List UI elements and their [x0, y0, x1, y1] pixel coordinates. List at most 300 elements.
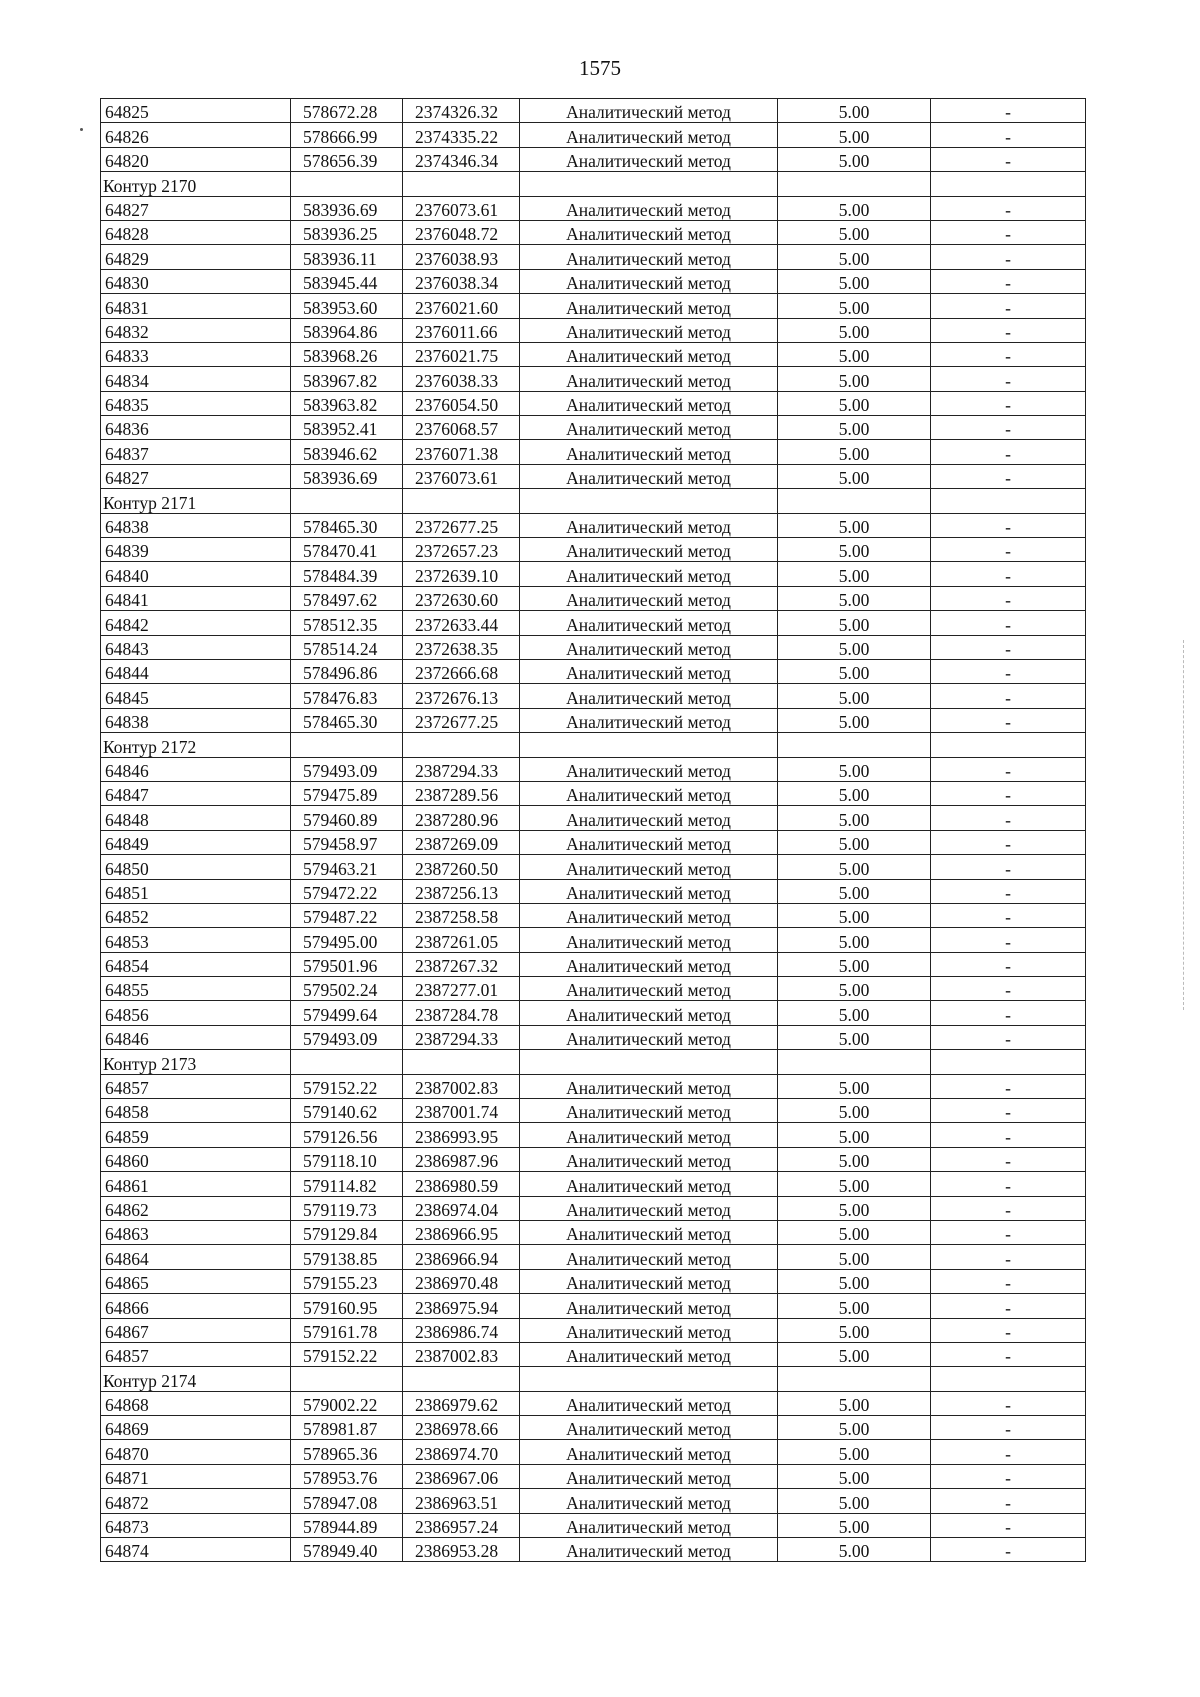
- note-cell: -: [931, 196, 1086, 220]
- point-id-cell: 64820: [101, 147, 291, 171]
- x-coordinate-cell: 579458.97: [291, 830, 403, 854]
- method-cell: Аналитический метод: [520, 538, 778, 562]
- table-row: [101, 806, 1086, 830]
- error-cell: 5.00: [778, 1220, 931, 1244]
- margin-mark: [80, 128, 83, 131]
- method-cell: Аналитический метод: [520, 147, 778, 171]
- y-coordinate-cell: 2376021.75: [403, 342, 520, 366]
- method-cell: Аналитический метод: [520, 99, 778, 123]
- contour-header-row: [101, 1050, 1086, 1074]
- point-id-cell: 64828: [101, 220, 291, 244]
- table-row: [101, 1464, 1086, 1488]
- note-cell: -: [931, 391, 1086, 415]
- x-coordinate-cell: 578981.87: [291, 1416, 403, 1440]
- empty-cell: [520, 172, 778, 196]
- error-cell: 5.00: [778, 903, 931, 927]
- point-id-cell: 64865: [101, 1269, 291, 1293]
- error-cell: 5.00: [778, 635, 931, 659]
- y-coordinate-cell: 2376011.66: [403, 318, 520, 342]
- method-cell: Аналитический метод: [520, 440, 778, 464]
- point-id-cell: 64827: [101, 196, 291, 220]
- error-cell: 5.00: [778, 928, 931, 952]
- x-coordinate-cell: 579118.10: [291, 1147, 403, 1171]
- method-cell: Аналитический метод: [520, 928, 778, 952]
- empty-cell: [931, 489, 1086, 513]
- point-id-cell: 64867: [101, 1318, 291, 1342]
- table-row: [101, 1220, 1086, 1244]
- error-cell: 5.00: [778, 1318, 931, 1342]
- note-cell: -: [931, 269, 1086, 293]
- method-cell: Аналитический метод: [520, 1391, 778, 1415]
- point-id-cell: 64863: [101, 1220, 291, 1244]
- point-id-cell: 64843: [101, 635, 291, 659]
- point-id-cell: 64833: [101, 342, 291, 366]
- coordinates-table: [100, 98, 1086, 1562]
- x-coordinate-cell: 578672.28: [291, 99, 403, 123]
- x-coordinate-cell: 578484.39: [291, 562, 403, 586]
- error-cell: 5.00: [778, 1025, 931, 1049]
- y-coordinate-cell: 2376073.61: [403, 196, 520, 220]
- note-cell: -: [931, 513, 1086, 537]
- error-cell: 5.00: [778, 611, 931, 635]
- error-cell: 5.00: [778, 538, 931, 562]
- x-coordinate-cell: 579002.22: [291, 1391, 403, 1415]
- table-row: [101, 830, 1086, 854]
- table-row: [101, 367, 1086, 391]
- contour-label: Контур 2170: [101, 172, 291, 196]
- empty-cell: [403, 1367, 520, 1391]
- x-coordinate-cell: 578497.62: [291, 586, 403, 610]
- x-coordinate-cell: 579155.23: [291, 1269, 403, 1293]
- error-cell: 5.00: [778, 1440, 931, 1464]
- table-row: [101, 391, 1086, 415]
- table-row: [101, 123, 1086, 147]
- x-coordinate-cell: 583936.69: [291, 196, 403, 220]
- table-row: [101, 269, 1086, 293]
- y-coordinate-cell: 2376068.57: [403, 416, 520, 440]
- x-coordinate-cell: 579493.09: [291, 1025, 403, 1049]
- method-cell: Аналитический метод: [520, 245, 778, 269]
- method-cell: Аналитический метод: [520, 416, 778, 440]
- error-cell: 5.00: [778, 391, 931, 415]
- table-row: [101, 1391, 1086, 1415]
- method-cell: Аналитический метод: [520, 611, 778, 635]
- point-id-cell: 64856: [101, 1001, 291, 1025]
- note-cell: -: [931, 1489, 1086, 1513]
- error-cell: 5.00: [778, 245, 931, 269]
- x-coordinate-cell: 578953.76: [291, 1464, 403, 1488]
- y-coordinate-cell: 2387260.50: [403, 855, 520, 879]
- method-cell: Аналитический метод: [520, 1196, 778, 1220]
- table-row: [101, 513, 1086, 537]
- method-cell: Аналитический метод: [520, 1172, 778, 1196]
- method-cell: Аналитический метод: [520, 879, 778, 903]
- point-id-cell: 64869: [101, 1416, 291, 1440]
- point-id-cell: 64830: [101, 269, 291, 293]
- point-id-cell: 64846: [101, 757, 291, 781]
- note-cell: -: [931, 1269, 1086, 1293]
- method-cell: Аналитический метод: [520, 342, 778, 366]
- x-coordinate-cell: 578465.30: [291, 513, 403, 537]
- error-cell: 5.00: [778, 1245, 931, 1269]
- error-cell: 5.00: [778, 1342, 931, 1366]
- y-coordinate-cell: 2387284.78: [403, 1001, 520, 1025]
- y-coordinate-cell: 2372630.60: [403, 586, 520, 610]
- method-cell: Аналитический метод: [520, 1001, 778, 1025]
- table-row: [101, 1489, 1086, 1513]
- y-coordinate-cell: 2387294.33: [403, 1025, 520, 1049]
- point-id-cell: 64837: [101, 440, 291, 464]
- note-cell: -: [931, 611, 1086, 635]
- table-row: [101, 294, 1086, 318]
- y-coordinate-cell: 2386987.96: [403, 1147, 520, 1171]
- method-cell: Аналитический метод: [520, 1269, 778, 1293]
- x-coordinate-cell: 578465.30: [291, 708, 403, 732]
- point-id-cell: 64826: [101, 123, 291, 147]
- point-id-cell: 64858: [101, 1099, 291, 1123]
- table-row: [101, 586, 1086, 610]
- method-cell: Аналитический метод: [520, 806, 778, 830]
- method-cell: Аналитический метод: [520, 1099, 778, 1123]
- error-cell: 5.00: [778, 294, 931, 318]
- point-id-cell: 64871: [101, 1464, 291, 1488]
- y-coordinate-cell: 2387002.83: [403, 1342, 520, 1366]
- method-cell: Аналитический метод: [520, 318, 778, 342]
- x-coordinate-cell: 579152.22: [291, 1342, 403, 1366]
- error-cell: 5.00: [778, 806, 931, 830]
- method-cell: Аналитический метод: [520, 684, 778, 708]
- point-id-cell: 64838: [101, 513, 291, 537]
- error-cell: 5.00: [778, 123, 931, 147]
- error-cell: 5.00: [778, 879, 931, 903]
- note-cell: -: [931, 245, 1086, 269]
- y-coordinate-cell: 2372639.10: [403, 562, 520, 586]
- table-row: [101, 440, 1086, 464]
- y-coordinate-cell: 2386975.94: [403, 1294, 520, 1318]
- empty-cell: [778, 172, 931, 196]
- x-coordinate-cell: 583964.86: [291, 318, 403, 342]
- table-row: [101, 196, 1086, 220]
- x-coordinate-cell: 583936.25: [291, 220, 403, 244]
- y-coordinate-cell: 2376038.33: [403, 367, 520, 391]
- method-cell: Аналитический метод: [520, 635, 778, 659]
- table-row: [101, 757, 1086, 781]
- point-id-cell: 64836: [101, 416, 291, 440]
- x-coordinate-cell: 579472.22: [291, 879, 403, 903]
- method-cell: Аналитический метод: [520, 1440, 778, 1464]
- point-id-cell: 64840: [101, 562, 291, 586]
- empty-cell: [403, 172, 520, 196]
- note-cell: -: [931, 220, 1086, 244]
- table-row: [101, 855, 1086, 879]
- note-cell: -: [931, 538, 1086, 562]
- empty-cell: [520, 489, 778, 513]
- method-cell: Аналитический метод: [520, 1294, 778, 1318]
- point-id-cell: 64866: [101, 1294, 291, 1318]
- error-cell: 5.00: [778, 1196, 931, 1220]
- point-id-cell: 64831: [101, 294, 291, 318]
- method-cell: Аналитический метод: [520, 855, 778, 879]
- table-row: [101, 1196, 1086, 1220]
- note-cell: -: [931, 1025, 1086, 1049]
- method-cell: Аналитический метод: [520, 513, 778, 537]
- y-coordinate-cell: 2372633.44: [403, 611, 520, 635]
- note-cell: -: [931, 1391, 1086, 1415]
- note-cell: -: [931, 806, 1086, 830]
- method-cell: Аналитический метод: [520, 123, 778, 147]
- empty-cell: [931, 1050, 1086, 1074]
- point-id-cell: 64842: [101, 611, 291, 635]
- method-cell: Аналитический метод: [520, 562, 778, 586]
- note-cell: -: [931, 952, 1086, 976]
- y-coordinate-cell: 2386986.74: [403, 1318, 520, 1342]
- table-row: [101, 1099, 1086, 1123]
- x-coordinate-cell: 579129.84: [291, 1220, 403, 1244]
- error-cell: 5.00: [778, 781, 931, 805]
- point-id-cell: 64862: [101, 1196, 291, 1220]
- contour-label: Контур 2174: [101, 1367, 291, 1391]
- table-row: [101, 1147, 1086, 1171]
- point-id-cell: 64860: [101, 1147, 291, 1171]
- point-id-cell: 64859: [101, 1123, 291, 1147]
- error-cell: 5.00: [778, 99, 931, 123]
- error-cell: 5.00: [778, 464, 931, 488]
- note-cell: -: [931, 928, 1086, 952]
- empty-cell: [778, 489, 931, 513]
- empty-cell: [931, 733, 1086, 757]
- note-cell: -: [931, 1123, 1086, 1147]
- note-cell: -: [931, 464, 1086, 488]
- point-id-cell: 64849: [101, 830, 291, 854]
- empty-cell: [520, 1367, 778, 1391]
- table-row: [101, 1440, 1086, 1464]
- table-row: [101, 1001, 1086, 1025]
- table-row: [101, 1074, 1086, 1098]
- error-cell: 5.00: [778, 318, 931, 342]
- x-coordinate-cell: 578656.39: [291, 147, 403, 171]
- method-cell: Аналитический метод: [520, 903, 778, 927]
- point-id-cell: 64846: [101, 1025, 291, 1049]
- contour-label: Контур 2172: [101, 733, 291, 757]
- coordinates-table-body: [101, 99, 1086, 1562]
- error-cell: 5.00: [778, 220, 931, 244]
- note-cell: -: [931, 1440, 1086, 1464]
- method-cell: Аналитический метод: [520, 294, 778, 318]
- x-coordinate-cell: 579493.09: [291, 757, 403, 781]
- method-cell: Аналитический метод: [520, 1416, 778, 1440]
- y-coordinate-cell: 2387002.83: [403, 1074, 520, 1098]
- point-id-cell: 64834: [101, 367, 291, 391]
- note-cell: -: [931, 1172, 1086, 1196]
- method-cell: Аналитический метод: [520, 1025, 778, 1049]
- y-coordinate-cell: 2386979.62: [403, 1391, 520, 1415]
- error-cell: 5.00: [778, 684, 931, 708]
- x-coordinate-cell: 578947.08: [291, 1489, 403, 1513]
- y-coordinate-cell: 2376071.38: [403, 440, 520, 464]
- empty-cell: [520, 733, 778, 757]
- point-id-cell: 64868: [101, 1391, 291, 1415]
- method-cell: Аналитический метод: [520, 708, 778, 732]
- note-cell: -: [931, 1464, 1086, 1488]
- empty-cell: [931, 1367, 1086, 1391]
- x-coordinate-cell: 583945.44: [291, 269, 403, 293]
- y-coordinate-cell: 2387261.05: [403, 928, 520, 952]
- note-cell: -: [931, 1220, 1086, 1244]
- empty-cell: [931, 172, 1086, 196]
- x-coordinate-cell: 578514.24: [291, 635, 403, 659]
- table-row: [101, 635, 1086, 659]
- empty-cell: [291, 489, 403, 513]
- error-cell: 5.00: [778, 1538, 931, 1562]
- error-cell: 5.00: [778, 855, 931, 879]
- method-cell: Аналитический метод: [520, 1513, 778, 1537]
- error-cell: 5.00: [778, 757, 931, 781]
- table-row: [101, 245, 1086, 269]
- method-cell: Аналитический метод: [520, 1123, 778, 1147]
- x-coordinate-cell: 579502.24: [291, 977, 403, 1001]
- y-coordinate-cell: 2372657.23: [403, 538, 520, 562]
- note-cell: -: [931, 708, 1086, 732]
- method-cell: Аналитический метод: [520, 757, 778, 781]
- note-cell: -: [931, 830, 1086, 854]
- y-coordinate-cell: 2374335.22: [403, 123, 520, 147]
- error-cell: 5.00: [778, 147, 931, 171]
- error-cell: 5.00: [778, 1172, 931, 1196]
- method-cell: Аналитический метод: [520, 269, 778, 293]
- y-coordinate-cell: 2387001.74: [403, 1099, 520, 1123]
- x-coordinate-cell: 579487.22: [291, 903, 403, 927]
- point-id-cell: 64847: [101, 781, 291, 805]
- coordinates-table-container: [100, 98, 1085, 1562]
- point-id-cell: 64844: [101, 659, 291, 683]
- note-cell: -: [931, 440, 1086, 464]
- error-cell: 5.00: [778, 977, 931, 1001]
- method-cell: Аналитический метод: [520, 1318, 778, 1342]
- point-id-cell: 64850: [101, 855, 291, 879]
- y-coordinate-cell: 2387269.09: [403, 830, 520, 854]
- error-cell: 5.00: [778, 1123, 931, 1147]
- y-coordinate-cell: 2386967.06: [403, 1464, 520, 1488]
- y-coordinate-cell: 2387277.01: [403, 977, 520, 1001]
- x-coordinate-cell: 579152.22: [291, 1074, 403, 1098]
- point-id-cell: 64827: [101, 464, 291, 488]
- table-row: [101, 416, 1086, 440]
- method-cell: Аналитический метод: [520, 1464, 778, 1488]
- table-row: [101, 318, 1086, 342]
- table-row: [101, 1025, 1086, 1049]
- y-coordinate-cell: 2387294.33: [403, 757, 520, 781]
- table-row: [101, 928, 1086, 952]
- method-cell: Аналитический метод: [520, 1220, 778, 1244]
- y-coordinate-cell: 2386974.04: [403, 1196, 520, 1220]
- table-row: [101, 1294, 1086, 1318]
- note-cell: -: [931, 855, 1086, 879]
- x-coordinate-cell: 579114.82: [291, 1172, 403, 1196]
- method-cell: Аналитический метод: [520, 977, 778, 1001]
- table-row: [101, 708, 1086, 732]
- y-coordinate-cell: 2376048.72: [403, 220, 520, 244]
- table-row: [101, 99, 1086, 123]
- point-id-cell: 64854: [101, 952, 291, 976]
- note-cell: -: [931, 1001, 1086, 1025]
- table-row: [101, 952, 1086, 976]
- error-cell: 5.00: [778, 1074, 931, 1098]
- x-coordinate-cell: 579499.64: [291, 1001, 403, 1025]
- x-coordinate-cell: 578512.35: [291, 611, 403, 635]
- empty-cell: [778, 1367, 931, 1391]
- y-coordinate-cell: 2387258.58: [403, 903, 520, 927]
- note-cell: -: [931, 586, 1086, 610]
- table-row: [101, 684, 1086, 708]
- empty-cell: [778, 1050, 931, 1074]
- y-coordinate-cell: 2387289.56: [403, 781, 520, 805]
- error-cell: 5.00: [778, 830, 931, 854]
- table-row: [101, 977, 1086, 1001]
- error-cell: 5.00: [778, 1464, 931, 1488]
- y-coordinate-cell: 2374346.34: [403, 147, 520, 171]
- empty-cell: [520, 1050, 778, 1074]
- x-coordinate-cell: 578496.86: [291, 659, 403, 683]
- method-cell: Аналитический метод: [520, 1489, 778, 1513]
- y-coordinate-cell: 2386970.48: [403, 1269, 520, 1293]
- x-coordinate-cell: 579501.96: [291, 952, 403, 976]
- y-coordinate-cell: 2386974.70: [403, 1440, 520, 1464]
- note-cell: -: [931, 1245, 1086, 1269]
- method-cell: Аналитический метод: [520, 367, 778, 391]
- empty-cell: [403, 733, 520, 757]
- method-cell: Аналитический метод: [520, 659, 778, 683]
- note-cell: -: [931, 781, 1086, 805]
- empty-cell: [291, 1367, 403, 1391]
- error-cell: 5.00: [778, 586, 931, 610]
- table-row: [101, 1318, 1086, 1342]
- table-row: [101, 1416, 1086, 1440]
- point-id-cell: 64852: [101, 903, 291, 927]
- error-cell: 5.00: [778, 708, 931, 732]
- table-row: [101, 781, 1086, 805]
- point-id-cell: 64825: [101, 99, 291, 123]
- contour-label: Контур 2171: [101, 489, 291, 513]
- y-coordinate-cell: 2386957.24: [403, 1513, 520, 1537]
- point-id-cell: 64839: [101, 538, 291, 562]
- y-coordinate-cell: 2386993.95: [403, 1123, 520, 1147]
- table-row: [101, 342, 1086, 366]
- x-coordinate-cell: 578476.83: [291, 684, 403, 708]
- error-cell: 5.00: [778, 1416, 931, 1440]
- table-row: [101, 1342, 1086, 1366]
- note-cell: -: [931, 318, 1086, 342]
- empty-cell: [291, 733, 403, 757]
- table-row: [101, 1513, 1086, 1537]
- point-id-cell: 64855: [101, 977, 291, 1001]
- y-coordinate-cell: 2387280.96: [403, 806, 520, 830]
- note-cell: -: [931, 147, 1086, 171]
- error-cell: 5.00: [778, 416, 931, 440]
- x-coordinate-cell: 579161.78: [291, 1318, 403, 1342]
- x-coordinate-cell: 579475.89: [291, 781, 403, 805]
- error-cell: 5.00: [778, 196, 931, 220]
- x-coordinate-cell: 578470.41: [291, 538, 403, 562]
- x-coordinate-cell: 579138.85: [291, 1245, 403, 1269]
- y-coordinate-cell: 2386963.51: [403, 1489, 520, 1513]
- point-id-cell: 64861: [101, 1172, 291, 1196]
- method-cell: Аналитический метод: [520, 586, 778, 610]
- note-cell: -: [931, 1342, 1086, 1366]
- error-cell: 5.00: [778, 1294, 931, 1318]
- scan-artifact-line: [1183, 640, 1185, 1010]
- table-row: [101, 220, 1086, 244]
- error-cell: 5.00: [778, 952, 931, 976]
